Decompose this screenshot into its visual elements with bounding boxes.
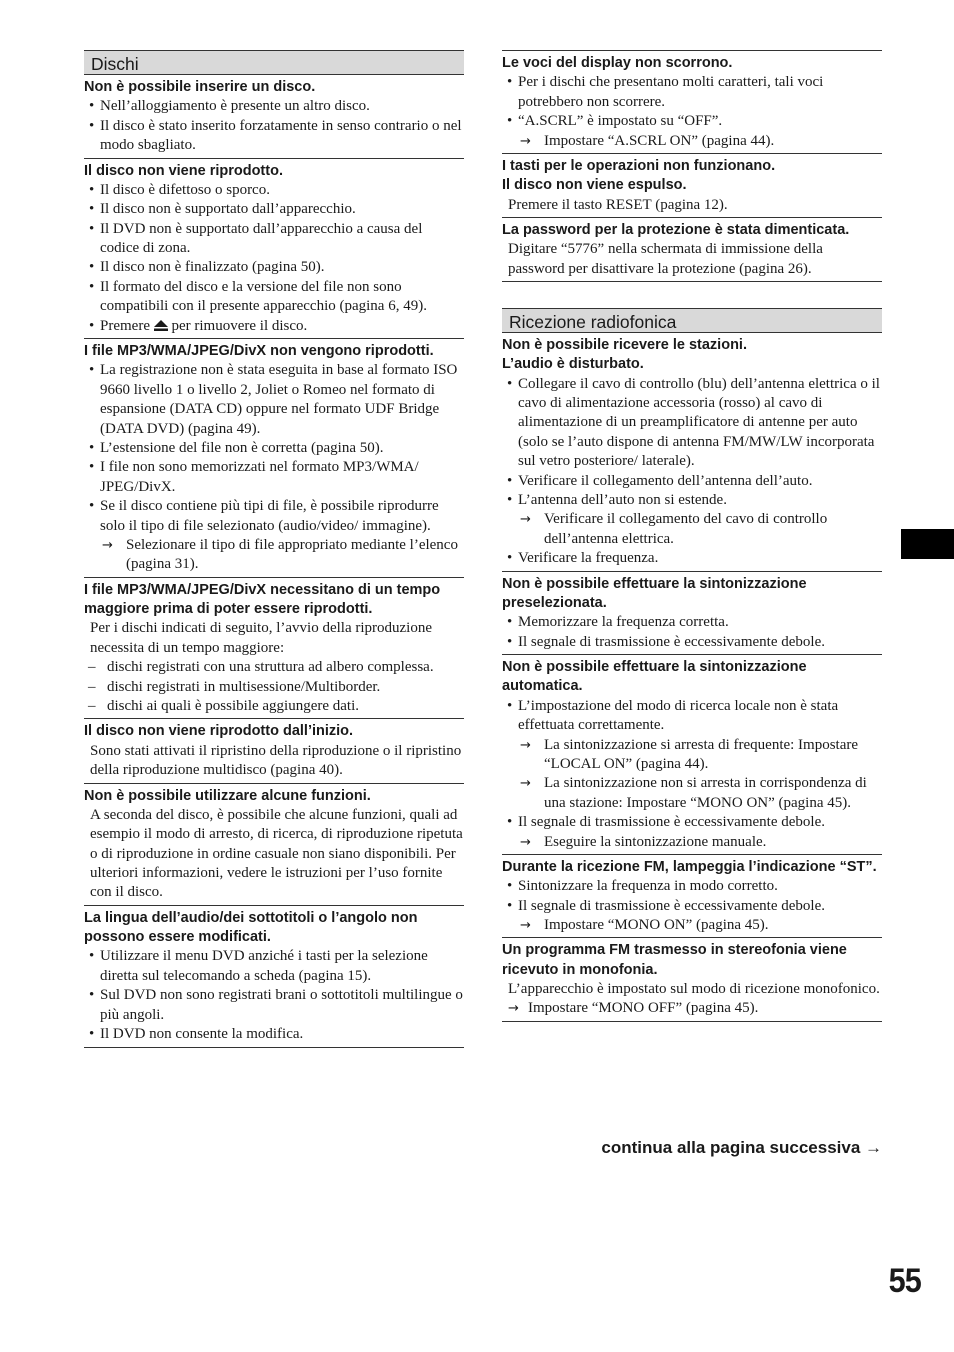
problem-heading: I tasti per le operazioni non funzionano. (502, 157, 776, 174)
problem-heading: Le voci del display non scorrono. (502, 55, 733, 71)
left-entries (84, 75, 464, 1048)
page-tab-marker (901, 529, 954, 559)
problem-heading: Un programma FM trasmesso in stereofonia viene ricevuto in monofonia. (502, 942, 847, 978)
bullet-item: • L’antenna dell’auto non si estende. (502, 491, 882, 510)
problem-heading: Non è possibile utilizzare alcune funzioni. (84, 787, 371, 804)
dash-item: – dischi registrati con una struttura ad albero complessa. (90, 658, 464, 677)
bullet-item: • Sintonizzare la frequenza in modo corretto. (502, 877, 882, 896)
arrow-remedy: → La sintonizzazione si arresta di frequente: Impostare “LOCAL ON” (pagina 44). (502, 736, 882, 775)
troubleshoot-entry (502, 50, 882, 154)
section-header-dischi: Dischi (84, 50, 464, 75)
bullet-item: • Il disco non è finalizzato (pagina 50). (84, 258, 464, 277)
dash-item: – dischi ai quali è possibile aggiungere dati. (90, 697, 464, 716)
troubleshoot-entry (84, 339, 464, 578)
problem-heading: Non è possibile effettuare la sintonizzazione preselezionata. (502, 575, 807, 611)
dash-item: – dischi registrati in multisessione/Multiborder. (90, 678, 464, 697)
problem-heading: Non è possibile ricevere le stazioni. (502, 337, 747, 354)
troubleshoot-entry (84, 75, 464, 159)
bullet-item: • Per i dischi che presentano molti caratteri, tali voci potrebbero non scorrere. (502, 73, 882, 112)
problem-heading: I file MP3/WMA/JPEG/DivX non vengono riprodotti. (84, 343, 434, 360)
left-column (84, 50, 464, 1048)
right-column (502, 50, 882, 1022)
troubleshoot-entry (502, 218, 882, 282)
bullet-item: • Il disco è difettoso o sporco. (84, 181, 464, 200)
bullet-item: • Memorizzare la frequenza corretta. (502, 613, 882, 632)
bullet-item: • Sul DVD non sono registrati brani o sottotitoli multilingue o più angoli. (84, 986, 464, 1025)
arrow-remedy: → Impostare “MONO ON” (pagina 45). (502, 916, 882, 935)
bullet-item: • L’estensione del file non è corretta (pagina 50). (84, 439, 464, 458)
problem-heading: Non è possibile inserire un disco. (84, 79, 316, 95)
troubleshoot-entry (84, 784, 464, 906)
bullet-text: per rimuovere il disco. (167, 317, 308, 334)
bullet-item: • L’impostazione del modo di ricerca locale non è stata effettuata correttamente. (502, 697, 882, 736)
problem-heading: La password per la protezione è stata dimenticata. (502, 221, 850, 238)
arrow-remedy: → La sintonizzazione non si arresta in corrispondenza di una stazione: Impostare “MONO ON” (pagina 45). (502, 774, 882, 813)
troubleshoot-entry (84, 578, 464, 720)
bullet-item: • Il formato del disco e la versione del file non sono compatibili con il presente apparecchio (pagina 6, 49). (84, 278, 464, 317)
right-entries-top (502, 50, 882, 282)
arrow-remedy: → Selezionare il tipo di file appropriato mediante l’elenco (pagina 31). (84, 536, 464, 575)
paragraph: Digitare “5776” nella schermata di immissione della password per disattivare la protezione (pagina 26). (508, 241, 823, 277)
bullet-item: • “A.SCRL” è impostato su “OFF”. (502, 112, 882, 131)
bullet-item: • Verificare la frequenza. (502, 549, 882, 568)
bullet-item: • Il DVD non è supportato dall’apparecchio a causa del codice di zona. (84, 220, 464, 259)
paragraph: A seconda del disco, è possibile che alcune funzioni, quali ad esempio il modo di arresto, di ricerca, di riproduzione ripetuta o di riproduzione in ordine casuale non siano disponibili. Per ulteriori informazioni, vedere le istruzioni per l’uso fornite con il disco. (90, 806, 463, 901)
arrow-remedy: → Verificare il collegamento del cavo di controllo dell’antenna elettrica. (502, 510, 882, 549)
troubleshoot-entry (502, 333, 882, 572)
troubleshoot-entry (502, 655, 882, 855)
spacer (502, 282, 882, 308)
bullet-item: • Utilizzare il menu DVD anziché i tasti per la selezione diretta sul telecomando a scheda (pagina 15). (84, 947, 464, 986)
troubleshoot-entry (84, 906, 464, 1048)
paragraph: Per i dischi indicati di seguito, l’avvio della riproduzione necessita di un tempo maggiore: (90, 620, 433, 656)
troubleshoot-entry (502, 154, 882, 218)
bullet-item: • Il disco è stato inserito forzatamente in senso contrario o nel modo sbagliato. (84, 117, 464, 156)
arrow-remedy: → Impostare “A.SCRL ON” (pagina 44). (502, 132, 882, 151)
page-number: 55 (888, 1262, 921, 1300)
bullet-item: • Verificare il collegamento dell’antenna dell’auto. (502, 472, 882, 491)
problem-heading: Non è possibile effettuare la sintonizzazione automatica. (502, 659, 807, 695)
bullet-item (84, 317, 464, 336)
paragraph: Sono stati attivati il ripristino della riproduzione o il ripristino della riproduzione multidisco (pagina 40). (90, 742, 462, 779)
bullet-item: • Il DVD non consente la modifica. (84, 1025, 464, 1044)
problem-heading: Il disco non viene espulso. (502, 177, 687, 194)
bullet-item: • Collegare il cavo di controllo (blu) dell’antenna elettrica o il cavo di alimentazione accessoria (rosso) al cavo di alimentazione di un preamplificatore di antenne per auto (solo se l’auto dispone di antenna FM/MW/LW incorporata sul vetro posteriore/ laterale). (502, 375, 882, 472)
problem-heading: La lingua dell’audio/dei sottotitoli o l’angolo non possono essere modificati. (84, 909, 418, 946)
troubleshoot-entry (84, 159, 464, 340)
bullet-item: • La registrazione non è stata eseguita in base al formato ISO 9660 livello 1 o livello 2, Joliet o Romeo nel formato di espansione (DATA CD) oppure nel formato UDF Bridge (DATA DVD) (pagina 49). (84, 361, 464, 439)
bullet-item: • I file non sono memorizzati nel formato MP3/WMA/ JPEG/DivX. (84, 458, 464, 497)
bullet-item: • Il segnale di trasmissione è eccessivamente debole. (502, 897, 882, 916)
continue-next-page: continua alla pagina successiva → (601, 1138, 882, 1157)
arrow-remedy: → Impostare “MONO OFF” (pagina 45). (502, 999, 882, 1018)
paragraph: L’apparecchio è impostato sul modo di ricezione monofonico. (508, 981, 880, 998)
bullet-item: • Se il disco contiene più tipi di file, è possibile riprodurre solo il tipo di file selezionato (audio/video/ immagine). (84, 497, 464, 536)
right-entries-bottom (502, 333, 882, 1022)
problem-heading: Il disco non viene riprodotto. (84, 162, 283, 179)
bullet-item: • Nell’alloggiamento è presente un altro disco. (84, 97, 464, 116)
problem-heading: Durante la ricezione FM, lampeggia l’indicazione “ST”. (502, 858, 877, 875)
troubleshoot-entry (84, 719, 464, 783)
paragraph: Premere il tasto RESET (pagina 12). (508, 196, 728, 213)
bullet-text: Premere (100, 317, 154, 334)
problem-heading: I file MP3/WMA/JPEG/DivX necessitano di un tempo maggiore prima di poter essere riprodotti. (84, 581, 441, 618)
section-header-ricezione-radiofonica: Ricezione radiofonica (502, 308, 882, 333)
troubleshoot-entry (502, 572, 882, 655)
bullet-item: • Il disco non è supportato dall’apparecchio. (84, 200, 464, 219)
arrow-remedy: → Eseguire la sintonizzazione manuale. (502, 833, 882, 852)
problem-heading: L’audio è disturbato. (502, 356, 644, 373)
troubleshoot-entry (502, 938, 882, 1021)
bullet-item: • Il segnale di trasmissione è eccessivamente debole. (502, 813, 882, 832)
problem-heading: Il disco non viene riprodotto dall’inizio. (84, 723, 354, 740)
troubleshoot-entry (502, 855, 882, 939)
bullet-item: • Il segnale di trasmissione è eccessivamente debole. (502, 633, 882, 652)
eject-icon (154, 320, 168, 331)
